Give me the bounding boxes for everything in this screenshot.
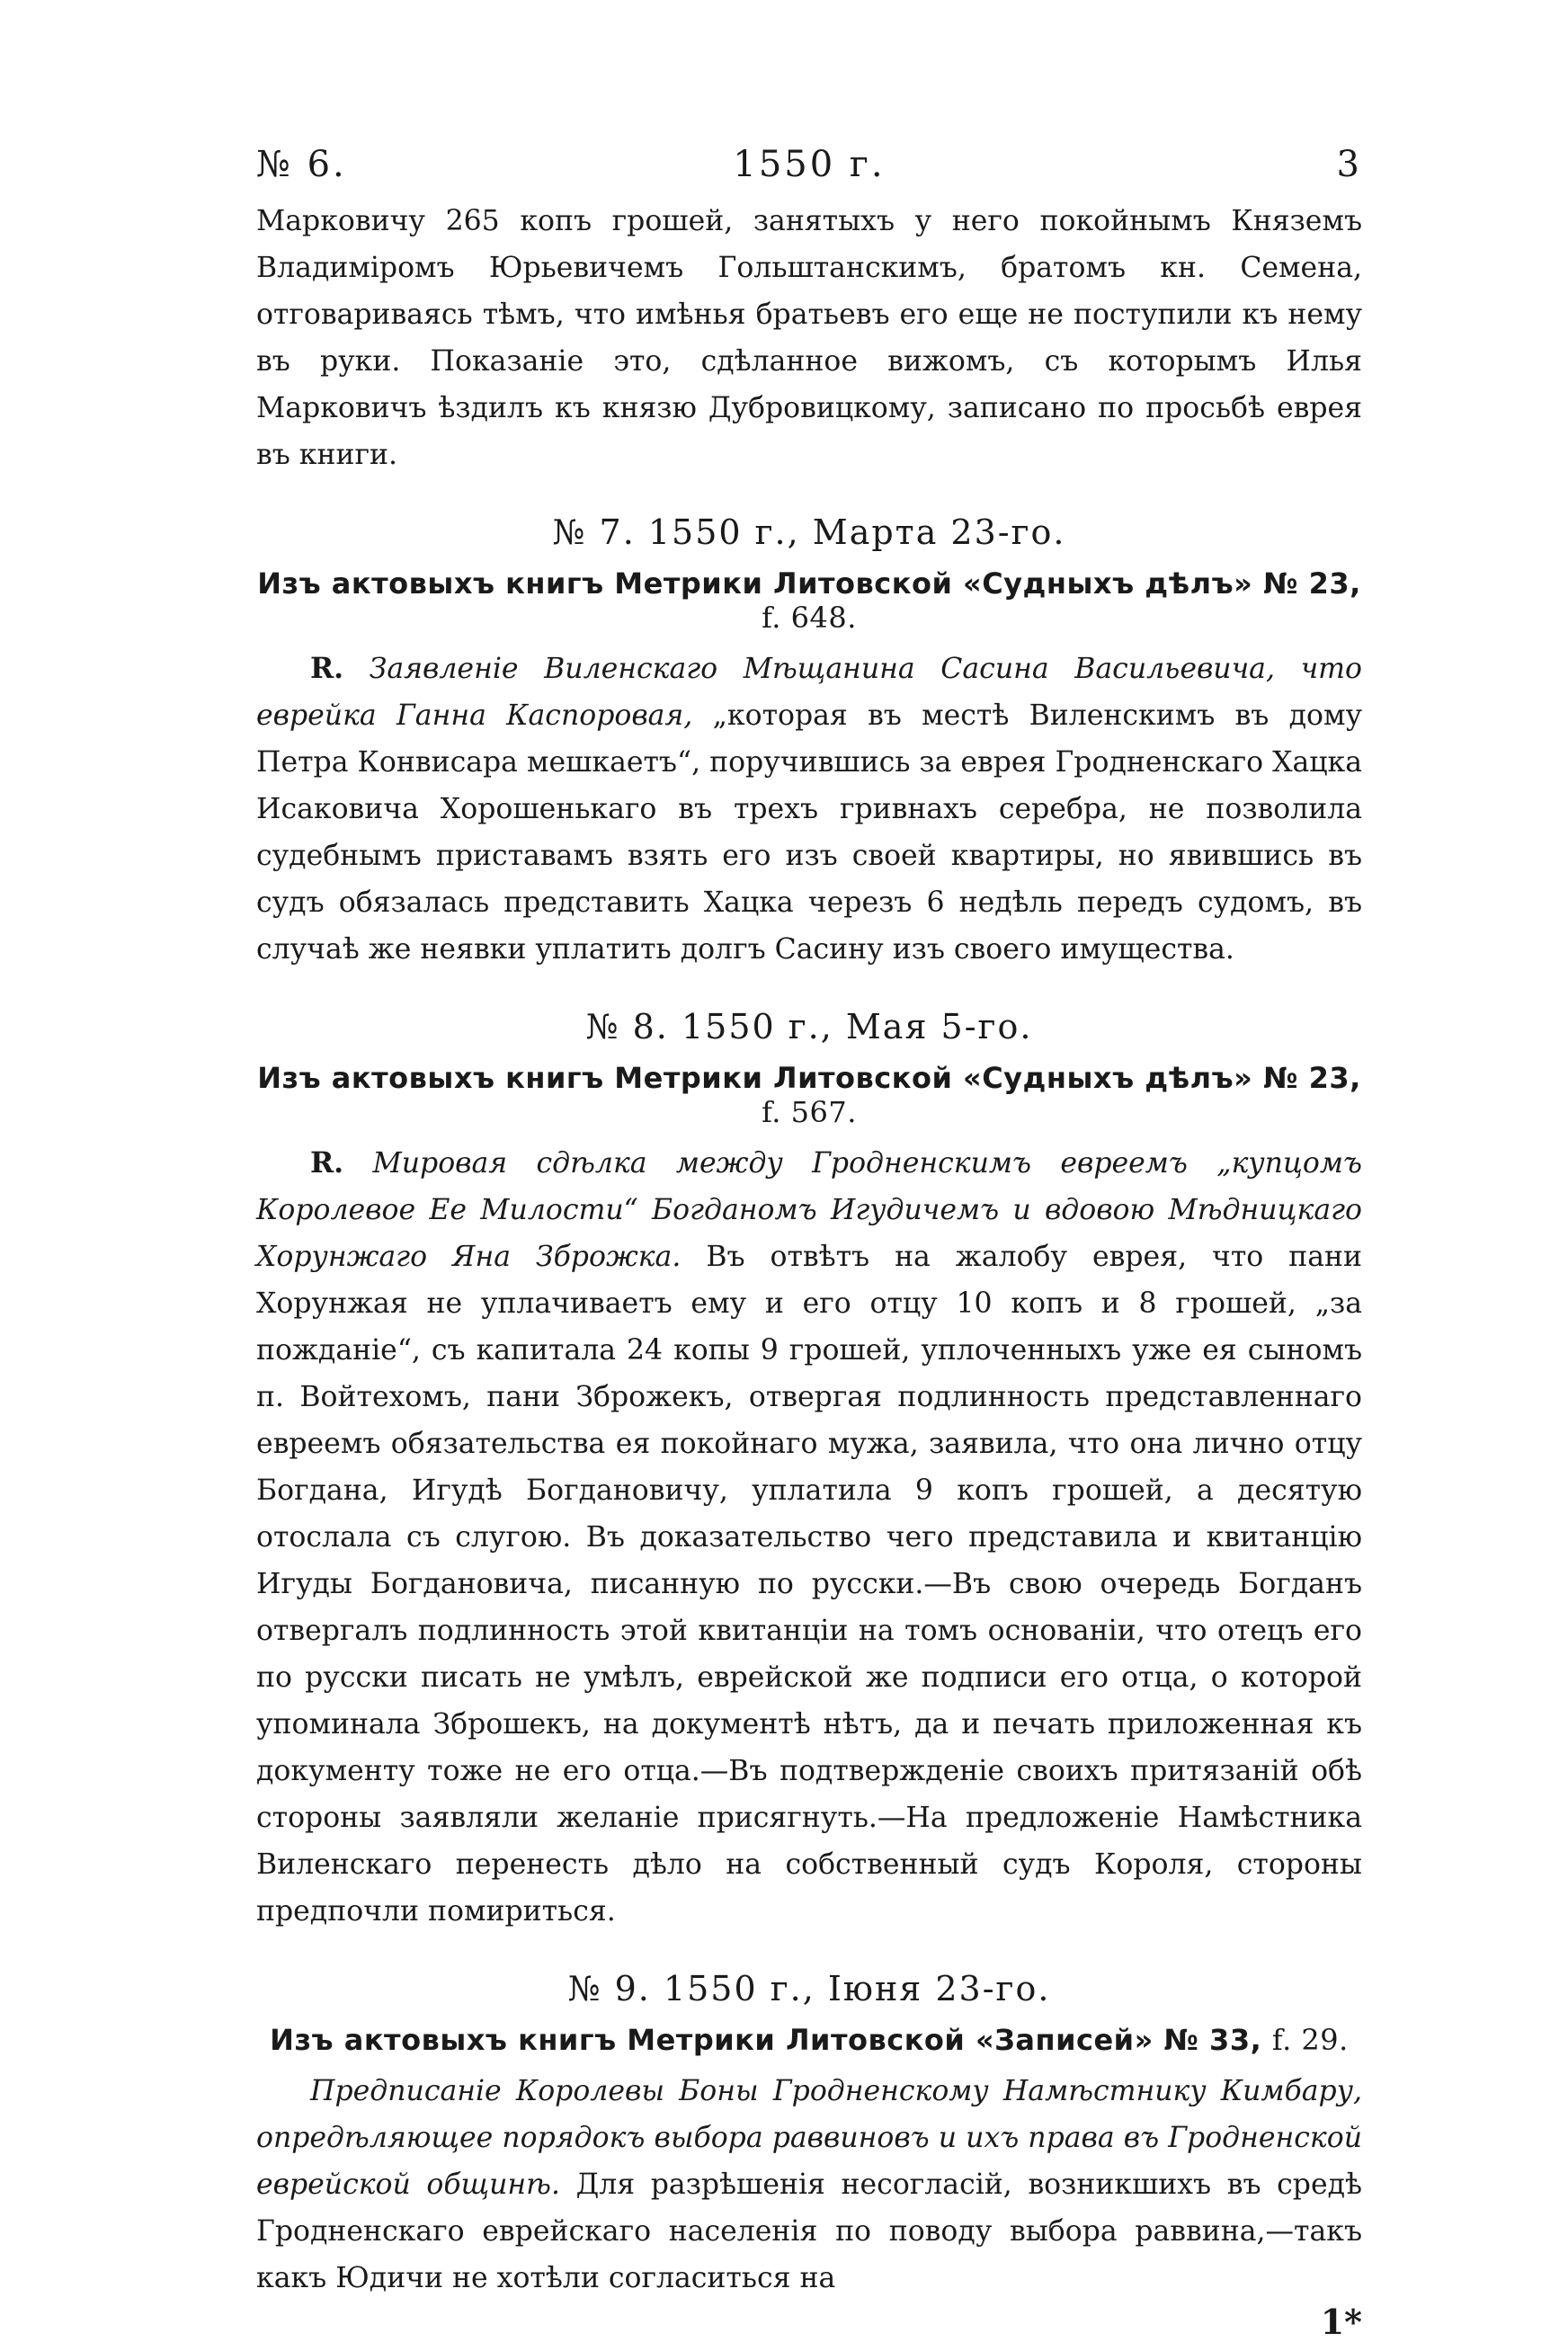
entry-text: „которая въ местѣ Виленскимъ въ дому Петра Конвисара мешкаетъ“, поручившись за еврея Гродненскаго Хацка Исаковича Хорошенькаго въ трехъ гривнахъ серебра, не позволила судебнымъ приставамъ взять его изъ своей квартиры, но явившись въ судъ обязалась представить Хацка черезъ 6 недѣль передъ судомъ, въ случаѣ же неявки уплатить долгъ Сасину изъ своего имущества.	[256, 699, 1363, 966]
entry-source	[256, 2023, 1362, 2057]
source-folio: f. 29.	[1271, 2023, 1349, 2057]
entry-text: Для разрѣшенія несогласій, возникшихъ въ средѣ Гродненскаго еврейскаго населенія по поводу выбора раввина,—такъ какъ Юдичи не хотѣли согласиться на	[256, 2168, 1362, 2294]
entry	[256, 1969, 1362, 2302]
entry	[256, 512, 1362, 973]
entry-sign: R.	[310, 1146, 344, 1180]
entry-summary: Предписаніе Королевы Боны Гродненскому Намѣстнику Кимбару, опредѣляющее порядокъ выбора раввиновъ и ихъ права въ Гродненской еврейской общинѣ.	[256, 2075, 1362, 2201]
entry-text: Въ отвѣтъ на жалобу еврея, что пани Хорунжая не уплачиваетъ ему и его отцу 10 копъ и 8 грошей, „за пожданіе“, съ капитала 24 копы 9 грошей, уплоченныхъ уже ея сыномъ п. Войтехомъ, пани Зброжекъ, отвергая подлинность представленнаго евреемъ обязательства ея покойнаго мужа, заявила, что она лично отцу Богдана, Игудѣ Богдановичу, уплатила 9 копъ грошей, а десятую отослала съ слугою. Въ доказательство чего представила и квитанцію Игуды Богдановича, писанную по русски.—Въ свою очередь Богданъ отвергалъ подлинность этой квитанціи на томъ основаніи, что отецъ его по русски писать не умѣлъ, еврейской же подписи его отца, о которой упоминала Зброшекъ, на документѣ нѣтъ, да и печать приложенная къ документу тоже не его отца.—Въ подтвержденіе своихъ притязаній обѣ стороны заявляли желаніе присягнуть.—На предложеніе Намѣстника Виленскаго перенесть дѣло на собственный судъ Короля, стороны предпочли помириться.	[256, 1241, 1363, 1928]
signature-mark: 1*	[1320, 2302, 1362, 2342]
entry-summary: Заявленіе Виленскаго Мѣщанина Сасина Васильевича, что еврейка Ганна Каспоровая,	[256, 653, 1363, 732]
source-text: Изъ актовыхъ книгъ Метрики Литовской «Судныхъ дѣлъ» № 23,	[257, 1061, 1361, 1095]
entry-summary: Мировая сдѣлка между Гродненскимъ евреемъ „купцомъ Королевое Ее Милости“ Богданомъ Игудичемъ и вдовою Мѣдницкаго Хорунжаго Яна Зброжка.	[256, 1147, 1362, 1273]
entry-sign: R.	[310, 652, 344, 685]
running-head	[256, 135, 1362, 198]
source-folio: f. 567.	[762, 1095, 857, 1129]
entry-heading: № 9. 1550 г., Іюня 23-го.	[567, 1969, 1051, 2008]
source-text: Изъ актовыхъ книгъ Метрики Литовской «Судныхъ дѣлъ» № 23,	[257, 566, 1361, 601]
entry-body	[256, 1140, 1362, 1935]
page-number: 3	[1336, 144, 1362, 185]
continuation-paragraph: Марковичу 265 копъ грошей, занятыхъ у него покойнымъ Княземъ Владиміромъ Юрьевичемъ Гольштанскимъ, братомъ кн. Семена, отговариваясь тѣмъ, что имѣнья братьевъ его еще не поступили къ нему въ руки. Показаніе это, сдѣланное вижомъ, съ которымъ Илья Марковичъ ѣздилъ къ князю Дубровицкому, записано по просьбѣ еврея въ книги.	[256, 205, 1362, 471]
entry-source	[256, 566, 1362, 635]
entry-body	[256, 2068, 1362, 2302]
document-page	[256, 135, 1363, 2342]
entry-heading: № 8. 1550 г., Мая 5-го.	[585, 1007, 1033, 1046]
entry-source	[256, 1061, 1362, 1129]
entry	[256, 1007, 1362, 1935]
document-year: 1550 г.	[733, 144, 886, 185]
entry-heading: № 7. 1550 г., Марта 23-го.	[552, 512, 1066, 552]
document-number: № 6.	[256, 144, 347, 185]
source-folio: f. 648.	[762, 601, 857, 635]
entry-body	[256, 646, 1362, 973]
source-text: Изъ актовыхъ книгъ Метрики Литовской «Записей» № 33,	[270, 2023, 1262, 2057]
